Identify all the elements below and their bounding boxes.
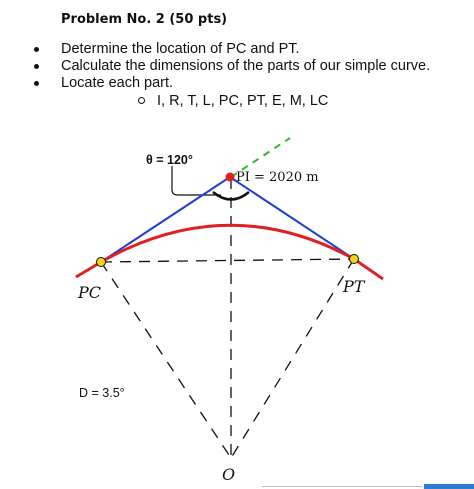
forward-tangent-line	[230, 177, 354, 259]
footer-divider	[262, 486, 422, 487]
simple-curve	[76, 225, 383, 279]
task-text: Determine the location of PC and PT.	[61, 41, 300, 57]
sub-item-text: I, R, T, L, PC, PT, E, M, LC	[157, 93, 329, 109]
theta-leader	[172, 166, 221, 195]
center-label: O	[222, 465, 236, 484]
radius-line-pc	[101, 262, 231, 458]
degree-of-curve-label: D = 3.5°	[79, 386, 125, 400]
angle-arc	[213, 192, 249, 200]
theta-label: θ = 120°	[146, 153, 193, 167]
long-chord-line	[101, 259, 354, 262]
pt-point	[350, 255, 359, 264]
back-tangent-line	[101, 177, 230, 262]
pt-label: PT	[343, 277, 365, 296]
radius-line-pt	[231, 259, 354, 458]
problem-title: Problem No. 2 (50 pts)	[61, 12, 228, 27]
pi-point	[226, 173, 235, 182]
task-text: Calculate the dimensions of the parts of our simple curve.	[61, 58, 431, 74]
pi-label: PI = 2020 m	[236, 170, 319, 185]
task-text: Locate each part.	[61, 75, 174, 91]
pc-label: PC	[78, 283, 102, 302]
pc-point	[97, 258, 106, 267]
footer-accent-bar	[424, 484, 474, 489]
